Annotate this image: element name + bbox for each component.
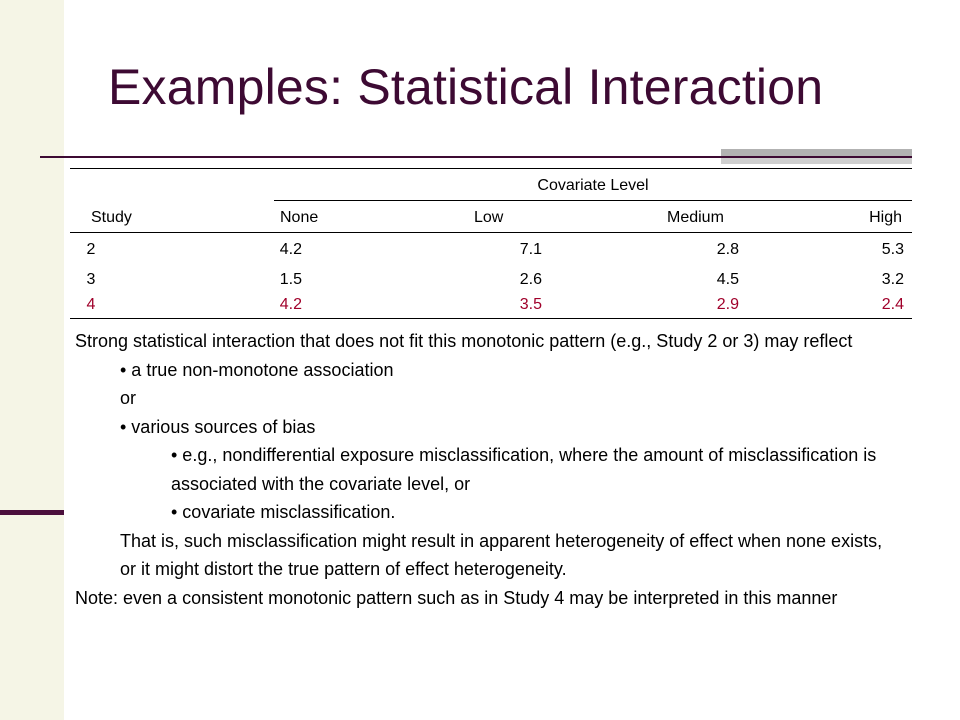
table-cell-low: 2.6 bbox=[519, 271, 542, 288]
table-cell-low: 7.1 bbox=[519, 241, 542, 258]
covariate-level-header: Covariate Level bbox=[537, 177, 649, 194]
group-header-rule bbox=[274, 200, 912, 201]
title-accent-gray bbox=[721, 149, 912, 156]
table-cell-none: 1.5 bbox=[279, 271, 302, 288]
table-cell-high: 5.3 bbox=[881, 241, 904, 258]
table-cell-medium: 4.5 bbox=[716, 271, 739, 288]
title-rule bbox=[40, 156, 912, 158]
table-cell-none: 4.2 bbox=[279, 296, 302, 313]
column-header-rule bbox=[70, 232, 912, 233]
slide-title: Examples: Statistical Interaction bbox=[108, 59, 824, 115]
column-header-medium: Medium bbox=[667, 209, 724, 226]
bullet-item: • various sources of bias bbox=[120, 416, 316, 437]
note-paragraph: Note: even a consistent monotonic pattern such as in Study 4 may be interpreted in this manner bbox=[75, 587, 838, 608]
table-top-rule bbox=[70, 168, 912, 169]
sidebar-accent-bar bbox=[0, 510, 64, 515]
column-header-none: None bbox=[280, 209, 319, 226]
table-cell-medium: 2.8 bbox=[716, 241, 739, 258]
table-bottom-rule bbox=[70, 318, 912, 319]
slide-body bbox=[75, 327, 915, 612]
sub-bullet-item: • e.g., nondifferential exposure misclassification, where the amount of misclassification is associated with the covariate level, or bbox=[171, 445, 877, 494]
sub-bullet-item: • covariate misclassification. bbox=[171, 502, 396, 522]
table-cell-study: 2 bbox=[86, 241, 96, 258]
table-cell-low: 3.5 bbox=[519, 296, 542, 313]
column-header-study: Study bbox=[91, 209, 132, 226]
table-cell-study: 4 bbox=[86, 296, 96, 313]
explanation-paragraph: That is, such misclassification might result in apparent heterogeneity of effect when none exists, or it might distort the true pattern of effect heterogeneity. bbox=[120, 530, 883, 579]
column-header-low: Low bbox=[474, 209, 504, 226]
table-cell-high: 3.2 bbox=[881, 271, 904, 288]
table-cell-high: 2.4 bbox=[881, 296, 904, 313]
sidebar-decoration bbox=[0, 0, 64, 720]
column-header-high: High bbox=[869, 209, 902, 226]
or-text: or bbox=[120, 388, 137, 408]
table-cell-none: 4.2 bbox=[279, 241, 302, 258]
title-accent-gray-light bbox=[721, 158, 912, 164]
table-cell-medium: 2.9 bbox=[716, 296, 739, 313]
table-cell-study: 3 bbox=[86, 271, 96, 288]
intro-paragraph: Strong statistical interaction that does not fit this monotonic pattern (e.g., Study 2 or 3) may reflect bbox=[75, 331, 853, 351]
bullet-item: • a true non-monotone association bbox=[120, 359, 394, 380]
